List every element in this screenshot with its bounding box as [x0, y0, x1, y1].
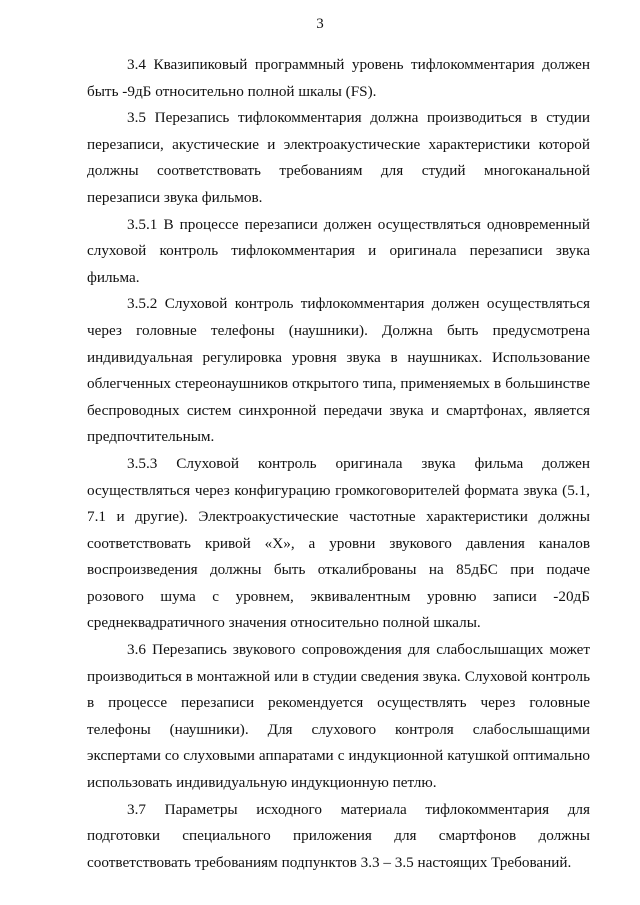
paragraph-3-4: 3.4 Квазипиковый программный уровень тифлокомментария должен быть -9дБ относительно полной шкалы (FS).: [87, 56, 590, 100]
paragraph-3-5: 3.5 Перезапись тифлокомментария должна производиться в студии перезаписи, акустические и электроакустические характеристики которой должны соответствовать требованиям для студий многоканальной перезаписи звука фильмов.: [87, 109, 590, 206]
document-body: [87, 52, 590, 876]
paragraph-3-5-1: 3.5.1 В процессе перезаписи должен осуществляться одновременный слуховой контроль тифлокомментария и оригинала перезаписи звука фильма.: [87, 215, 590, 286]
paragraph-3-5-2: 3.5.2 Слуховой контроль тифлокомментария должен осуществляться через головные телефоны (наушники). Должна быть предусмотрена индивидуальная регулировка уровня звука в наушниках. Использование облегченных стереонаушников открытого типа, применяемых в большинстве беспроводных систем синхронной передачи звука и смартфонах, является предпочтительным.: [87, 295, 590, 446]
paragraph-3-7: 3.7 Параметры исходного материала тифлокомментария для подготовки специального приложения для смартфонов должны соответствовать требованиям подпунктов 3.3 – 3.5 настоящих Требований.: [87, 800, 590, 871]
page-number: 3: [316, 16, 324, 32]
paragraph-3-5-3: 3.5.3 Слуховой контроль оригинала звука фильма должен осуществляться через конфигурацию громкоговорителей формата звука (5.1, 7.1 и другие). Электроакустические частотные характеристики должны соответствовать кривой «Х», а уровни звукового давления каналов воспроизведения должны быть откалиброваны на 85дБС при подаче розового шума с уровнем, эквивалентным уровню записи -20дБ среднеквадратичного значения относительно полной шкалы.: [87, 454, 590, 632]
paragraph-3-6: 3.6 Перезапись звукового сопровождения для слабослышащих может производиться в монтажной или в студии сведения звука. Слуховой контроль в процессе перезаписи рекомендуется осуществлять через головные телефоны (наушники). Для слухового контроля слабослышащими экспертами со слуховыми аппаратами с индукционной катушкой оптимально использовать индивидуальную индукционную петлю.: [87, 641, 590, 792]
